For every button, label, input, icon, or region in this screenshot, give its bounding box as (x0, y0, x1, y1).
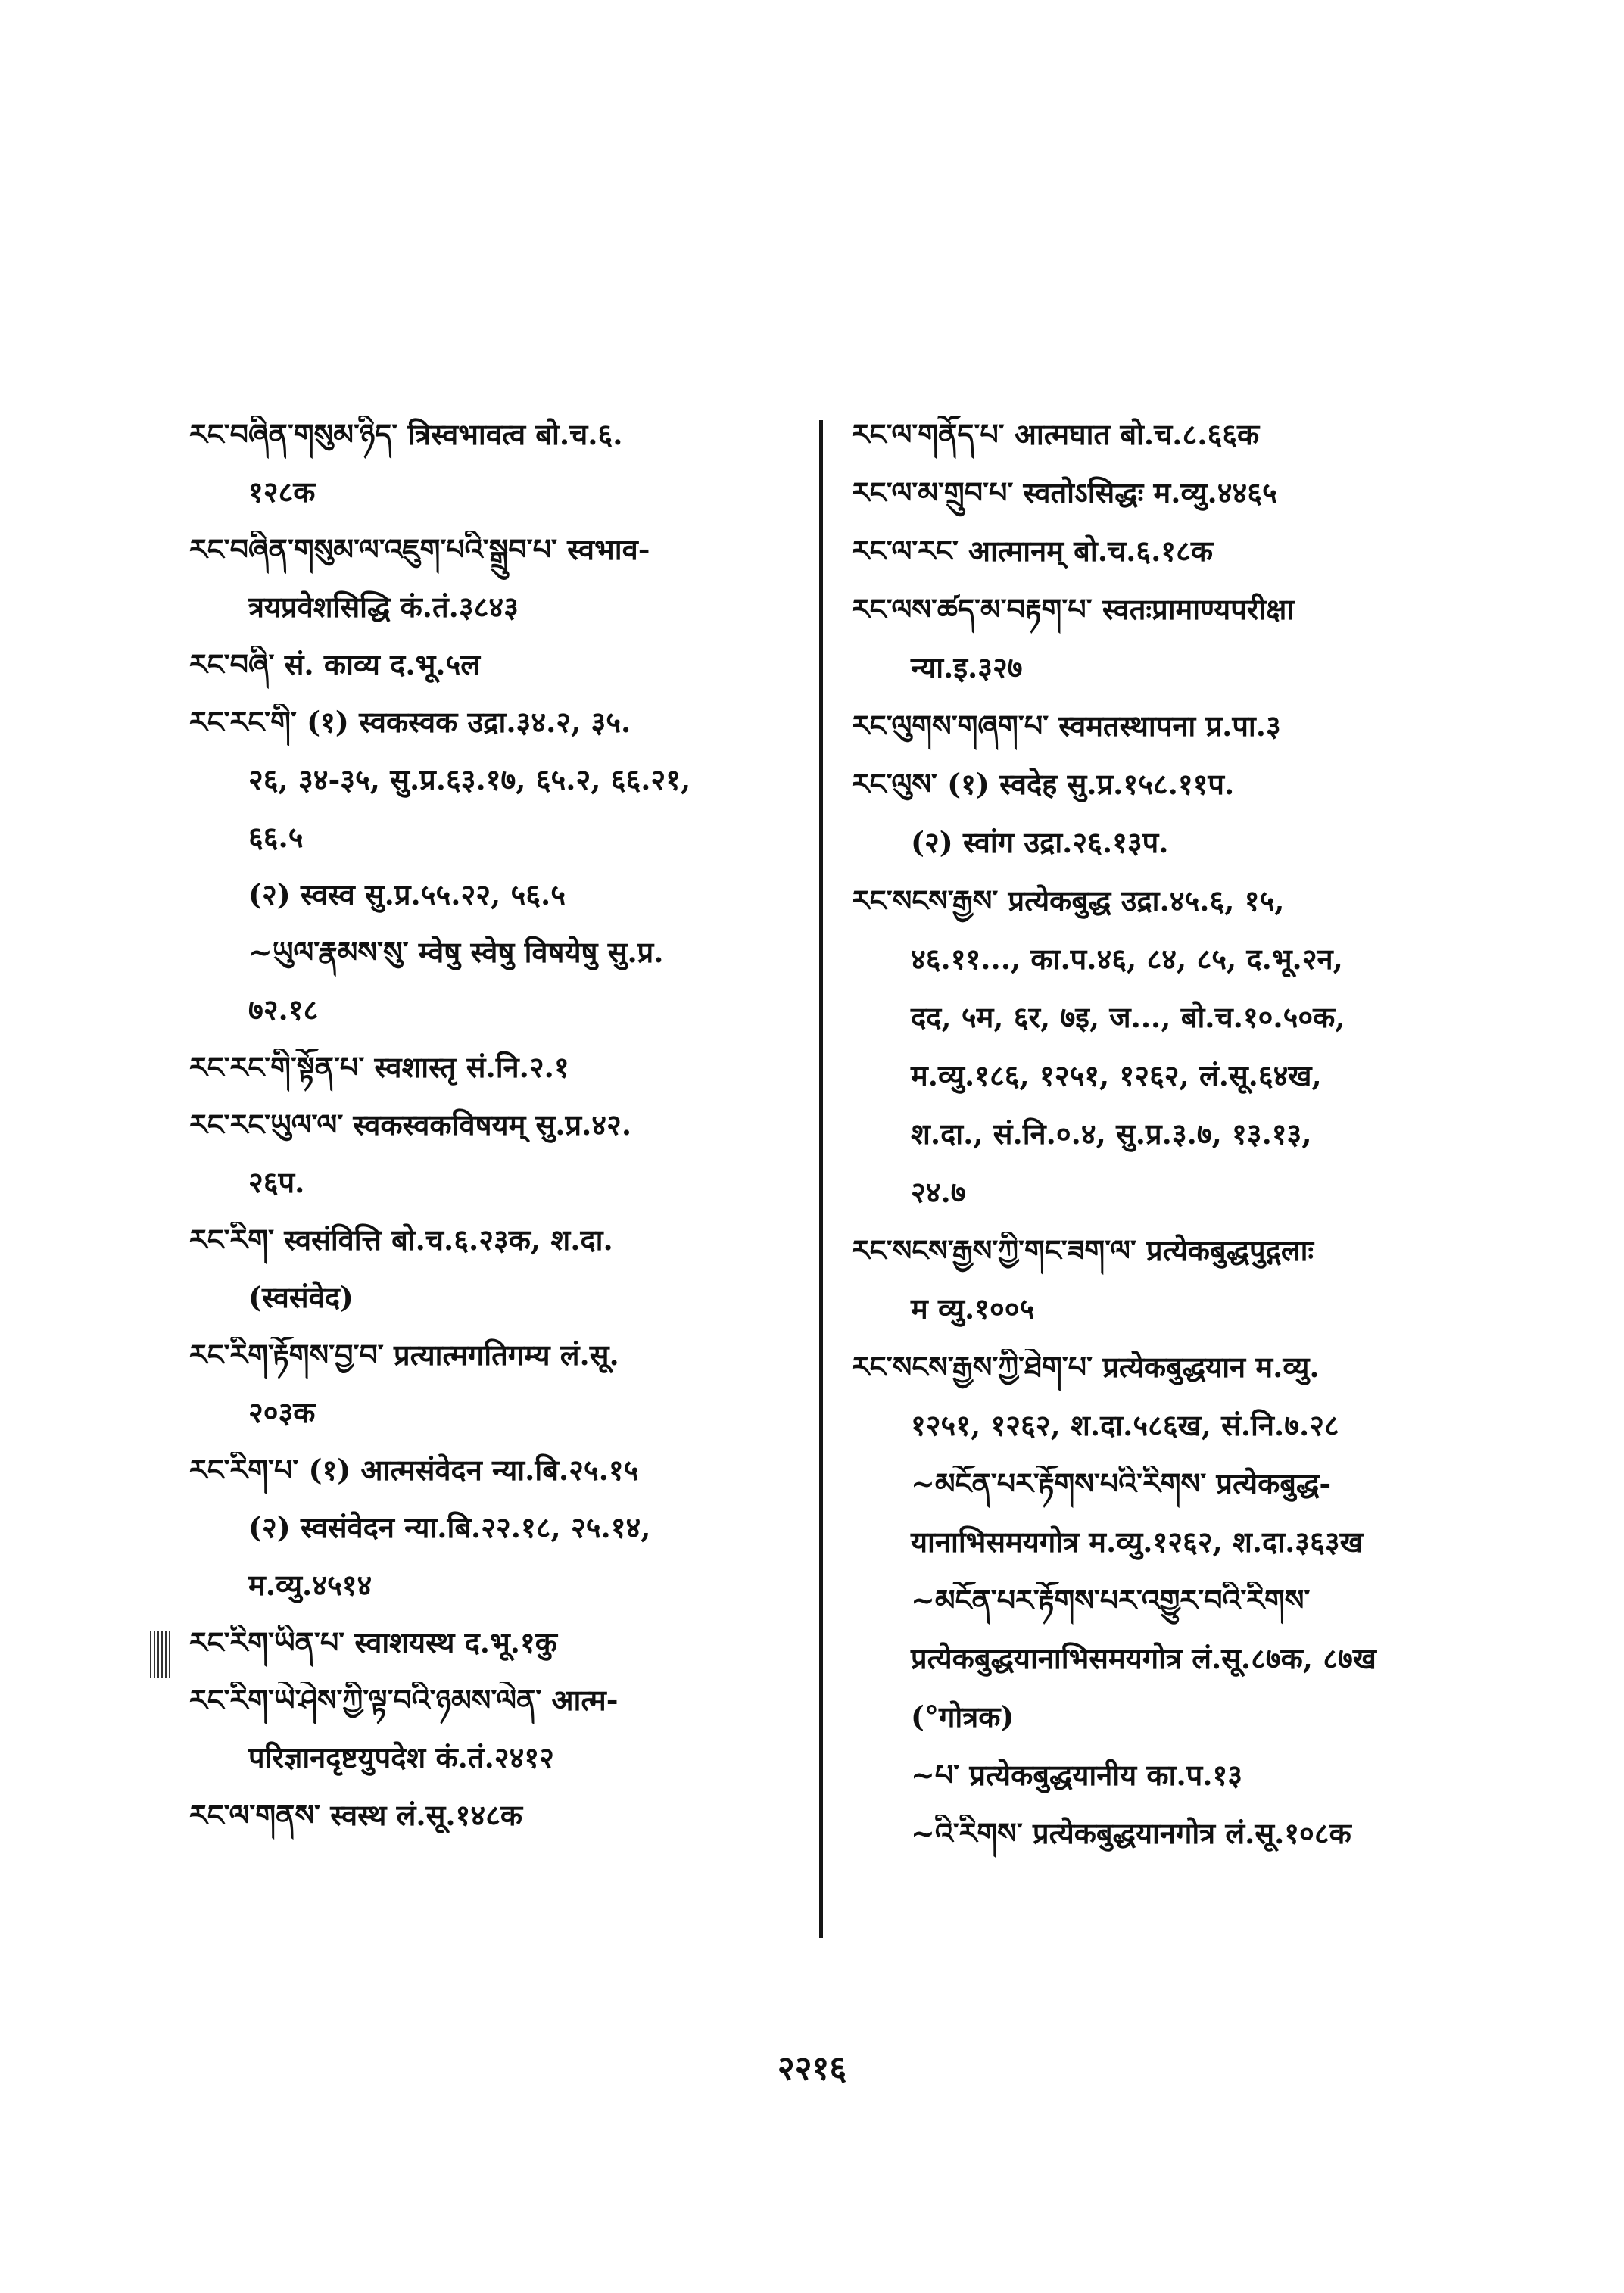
entry-line: (२) स्वसंवेदन न्या.बि.२२.१८, २५.१४, (248, 1510, 651, 1544)
entry-line: २४.७ (911, 1175, 966, 1209)
entry-line: རང་སངས་རྒྱས་ प्रत्येकबुद्ध उद्रा.४५.६, १५, (852, 883, 1285, 918)
entry-line: १२८क (248, 475, 316, 509)
margin-mark (150, 1631, 171, 1678)
entry-line: (स्वसंवेद) (248, 1280, 354, 1314)
entry-line: त्रयप्रवेशसिद्धि कं.तं.३८४३ (248, 590, 519, 624)
entry-line: ~འི་རིགས་ प्रत्येकबुद्धयानगोत्र लं.सू.१०८क (911, 1816, 1351, 1850)
entry-line: (२) स्वांग उद्रा.२६.१३प. (911, 825, 1169, 859)
entry-line: १२५१, १२६२, श.दा.५८६ख, सं.नि.७.२८ (911, 1408, 1339, 1442)
entry-line: यानाभिसमयगोत्र म.व्यु.१२६२, श.दा.३६३ख (911, 1525, 1364, 1559)
entry-line: म.व्यु.१८६, १२५१, १२६२, लं.सू.६४ख, (911, 1058, 1322, 1092)
left-column (189, 416, 810, 1855)
entry-line: རང་རིག་ཡེ་ཤེས་ཀྱི་ལྟ་བའི་ཉམས་ལེན་ आत्म- (189, 1683, 619, 1717)
entry-line: རང་ལུས་ (१) स्वदेह सु.प्र.१५८.११प. (852, 767, 1235, 801)
entry-line: རང་ལ་རང་ आत्मानम् बो.च.६.१८क (852, 534, 1214, 568)
entry-line: ~ཡུལ་རྣམས་སུ་ म्वेषु स्वेषु विषयेषु सु.प्र. (248, 935, 664, 969)
entry-line: २६, ३४-३५, सु.प्र.६३.१७, ६५.२, ६६.२१, (248, 762, 691, 796)
entry-line: (°गोत्रक) (911, 1699, 1015, 1734)
entry-line: རང་བཞིན་གསུམ་ལ་འཇུག་པའི་སྒྲུབ་པ་ स्वभाव- (189, 532, 650, 566)
entry-line: दद, ५म, ६र, ७इ, ज..., बो.च.१०.५०क, (911, 1000, 1345, 1034)
entry-line: རང་རང་ཡུལ་ལ་ स्वकस्वकविषयम् सु.प्र.४२. (189, 1108, 632, 1142)
entry-line: རང་བཞི་ सं. काव्य द.भू.५ल (189, 647, 481, 681)
entry-line: རང་རིག་རྟོགས་བྱ་བ་ प्रत्यात्मगतिगम्य लं.सू. (189, 1338, 619, 1372)
entry-line: (२) स्वस्व सु.प्र.५५.२२, ५६.५ (248, 877, 566, 911)
column-divider (819, 420, 823, 1938)
entry-line: २६प. (248, 1165, 305, 1199)
entry-line: ~མངོན་པར་རྟོགས་པའི་རིགས་ प्रत्येकबुद्ध- (911, 1466, 1332, 1500)
entry-line: ७२.१८ (248, 992, 319, 1027)
entry-line: श.दा., सं.नि.०.४, सु.प्र.३.७, १३.१३, (911, 1117, 1312, 1151)
entry-line: २०३क (248, 1395, 316, 1429)
entry-line: རང་རང་གི་སྟོན་པ་ स्वशास्तृ सं.नि.२.१ (189, 1050, 569, 1084)
right-column (852, 416, 1457, 1874)
entry-line: རང་རིག་པ་ (१) आत्मसंवेदन न्या.बि.२५.१५ (189, 1453, 639, 1487)
entry-line: རང་ལས་ཚད་མ་བརྟག་པ་ स्वतःप्रामाण्यपरीक्षा (852, 592, 1295, 626)
entry-line: प्रत्येकबुद्धयानाभिसमयगोत्र लं.सू.८७क, ८७ख (911, 1641, 1376, 1675)
entry-line: परिज्ञानदृष्टयुपदेश कं.तं.२४१२ (248, 1740, 554, 1774)
entry-line: རང་བཞིན་གསུམ་ཉིད་ त्रिस्वभावत्व बो.च.६. (189, 417, 623, 451)
entry-line: རང་ལ་མ་གྲུབ་པ་ स्वतोऽसिद्धः म.व्यु.४४६५ (852, 475, 1277, 509)
page-number: २२१६ (777, 2049, 847, 2088)
entry-line: རང་ལ་གནོད་པ་ आत्मघात बो.च.८.६६क (852, 417, 1260, 451)
entry-line: རང་རིག་ཡིན་པ་ स्वाशयस्थ द.भू.१कु (189, 1625, 557, 1659)
entry-line: རང་ལ་གནས་ स्वस्थ लं.सू.१४८क (189, 1798, 523, 1832)
entry-line: म व्यु.१००५ (911, 1291, 1035, 1326)
entry-line: म.व्यु.४५१४ (248, 1568, 372, 1602)
entry-line: རང་རིག་ स्वसंवित्ति बो.च.६.२३क, श.दा. (189, 1223, 613, 1257)
entry-line: རང་སངས་རྒྱས་ཀྱི་གང་ཟག་ལ་ प्रत्येकबुद्धपुद्गलाः (852, 1233, 1314, 1267)
entry-line: ६६.५ (248, 820, 304, 854)
entry-line: རང་རང་གི་ (१) स्वकस्वक उद्रा.३४.२, ३५. (189, 705, 631, 739)
entry-line: རང་སངས་རྒྱས་ཀྱི་ཐེག་པ་ प्रत्येकबुद्धयान म.व्यु. (852, 1350, 1320, 1384)
entry-line: ~པ་ प्रत्येकबुद्धयानीय का.प.१३ (911, 1758, 1243, 1792)
entry-line: ~མངོན་པར་རྟོགས་པར་འགྱུར་བའི་རིགས་ (911, 1583, 1311, 1617)
entry-line: ४६.११..., का.प.४६, ८४, ८५, द.भू.२न, (911, 942, 1343, 976)
entry-line: རང་ལུགས་གཞག་པ་ स्वमतस्थापना प्र.पा.३ (852, 709, 1281, 743)
entry-line: न्या.इ.३२७ (911, 650, 1023, 684)
